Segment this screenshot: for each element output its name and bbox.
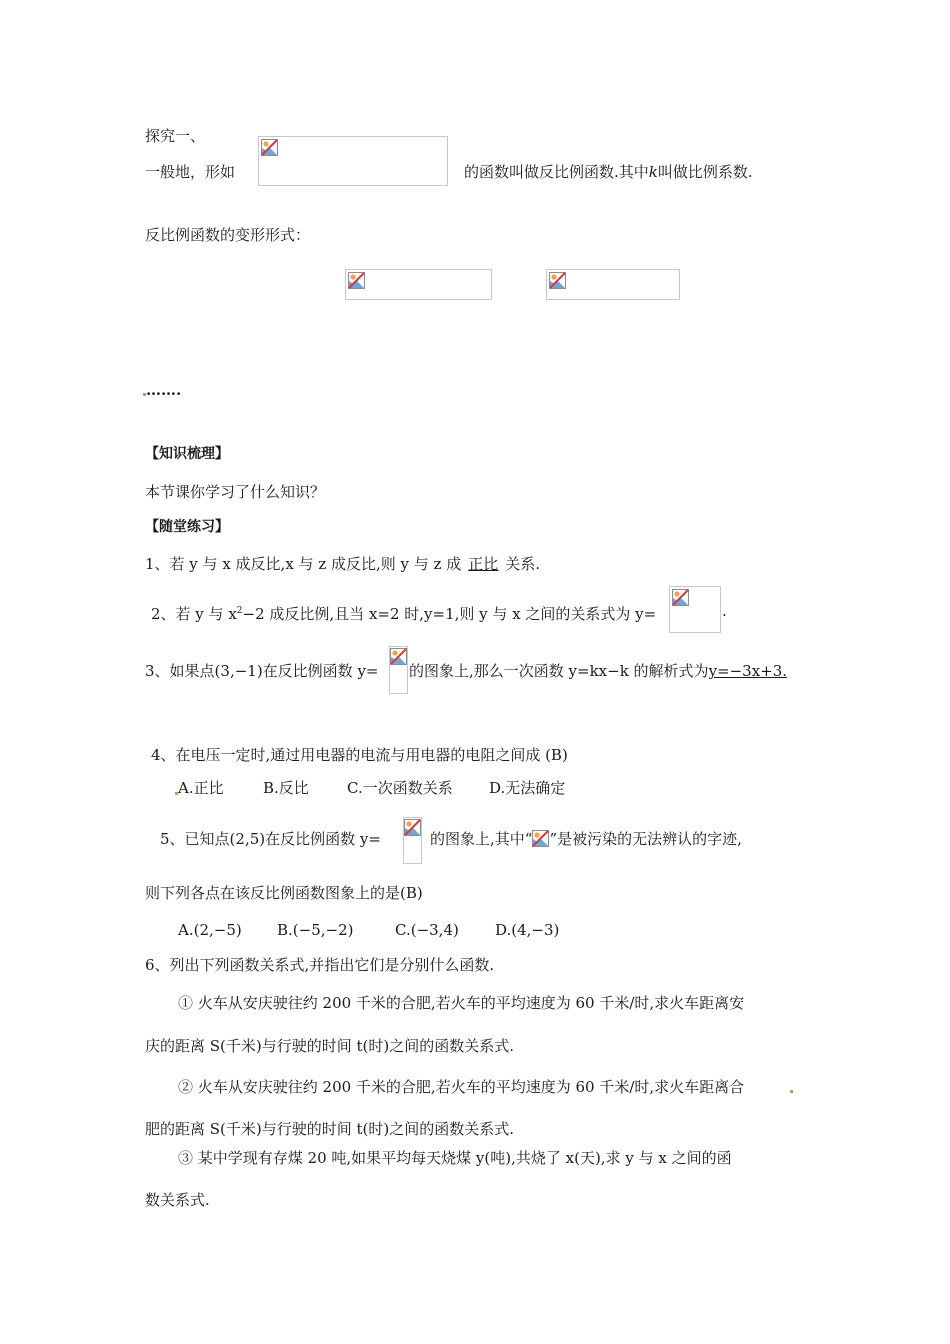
question-4-option-c: C.一次函数关系	[347, 779, 453, 797]
question-5-option-c: C.(−3,4)	[395, 921, 459, 939]
definition-suffix-a: 的函数叫做反比例函数.其中	[464, 163, 649, 181]
question-2-text-a: 2、若 y 与 x	[151, 605, 237, 623]
question-3-answer: y=−3x+3.	[708, 662, 788, 680]
question-2-formula-box	[669, 586, 721, 633]
question-5-formula-box	[403, 817, 422, 864]
question-6-item-1-line1: ① 火车从安庆驶往约 200 千米的合肥,若火车的平均速度为 60 千米/时,求火车距离安	[178, 994, 745, 1012]
ellipsis: …….	[146, 381, 182, 399]
question-6-item-2-line1: ② 火车从安庆驶往约 200 千米的合肥,若火车的平均速度为 60 千米/时,求火车距离合	[178, 1078, 745, 1096]
question-6-item-2-line2: 肥的距离 S(千米)与行驶的时间 t(时)之间的函数关系式.	[145, 1120, 515, 1138]
practice-heading: 【随堂练习】	[145, 519, 229, 535]
knowledge-heading: 【知识梳理】	[145, 446, 229, 462]
broken-image-icon	[404, 819, 421, 836]
question-5-text-a: 5、已知点(2,5)在反比例函数 y=	[160, 830, 381, 848]
question-1	[145, 554, 540, 574]
form-image-box-2	[546, 269, 680, 300]
forms-label: 反比例函数的变形形式：	[145, 226, 311, 244]
formula-image-box	[258, 136, 448, 186]
question-2-text-b: −2 成反比例,且当 x=2 时,y=1,则 y 与 x 之间的关系式为 y=	[242, 605, 657, 623]
knowledge-question: 本节课你学习了什么知识？	[145, 483, 326, 501]
form-image-box-1	[345, 269, 492, 300]
question-2	[151, 601, 656, 624]
question-5-line2: 则下列各点在该反比例函数图象上的是(B)	[145, 884, 423, 902]
question-2-end: .	[722, 602, 727, 620]
question-3-formula-box	[389, 646, 408, 694]
question-4-option-a: A.正比	[178, 779, 224, 797]
question-6-stem: 6、列出下列函数关系式,并指出它们是分别什么函数.	[145, 956, 495, 974]
broken-image-icon	[348, 272, 365, 289]
question-4-option-b: B.反比	[263, 779, 309, 797]
question-5-option-b: B.(−5,−2)	[277, 921, 354, 939]
question-5-text-c: ”是被污染的无法辨认的字迹,	[549, 830, 742, 848]
question-5-rest	[430, 829, 742, 849]
broken-image-icon	[390, 648, 407, 665]
question-6-item-3-line2: 数关系式.	[145, 1191, 210, 1209]
question-5-option-a: A.(2,−5)	[178, 921, 242, 939]
question-1-end: 关系.	[505, 555, 540, 573]
section-heading: 探究一、	[145, 127, 206, 145]
broken-image-icon	[261, 139, 278, 156]
question-5-option-d: D.(4,−3)	[495, 921, 560, 939]
question-5-text-b: 的图象上,其中“	[430, 830, 533, 848]
definition-suffix-b: 叫做比例系数.	[657, 163, 753, 181]
broken-image-icon	[549, 272, 566, 289]
question-3-rest	[409, 661, 787, 681]
question-6-item-3-line1: ③ 某中学现有存煤 20 吨,如果平均每天烧煤 y(吨),共烧了 x(天),求 y 与 x 之间的函	[178, 1149, 732, 1167]
k-letter: k	[648, 163, 658, 181]
question-4-stem: 4、在电压一定时,通过用电器的电流与用电器的电阻之间成 (B)	[151, 746, 568, 764]
question-1-text: 1、若 y 与 x 成反比,x 与 z 成反比,则 y 与 z 成	[145, 555, 462, 573]
question-1-answer: 正比	[468, 555, 499, 573]
question-4-option-d: D.无法确定	[489, 779, 566, 797]
definition-prefix: 一般地，形如	[145, 163, 236, 181]
question-3-text-b: 的图象上,那么一次函数 y=kx−k 的解析式为	[409, 662, 709, 680]
definition-text	[464, 162, 753, 182]
question-3-text-a: 3、如果点(3,−1)在反比例函数 y=	[145, 662, 379, 680]
anchor-mark	[790, 1090, 793, 1093]
broken-image-icon	[672, 589, 689, 606]
broken-image-icon	[532, 830, 549, 847]
question-6-item-1-line2: 庆的距离 S(千米)与行驶的时间 t(时)之间的函数关系式.	[145, 1037, 515, 1055]
question-2-exponent: 2	[236, 606, 243, 616]
